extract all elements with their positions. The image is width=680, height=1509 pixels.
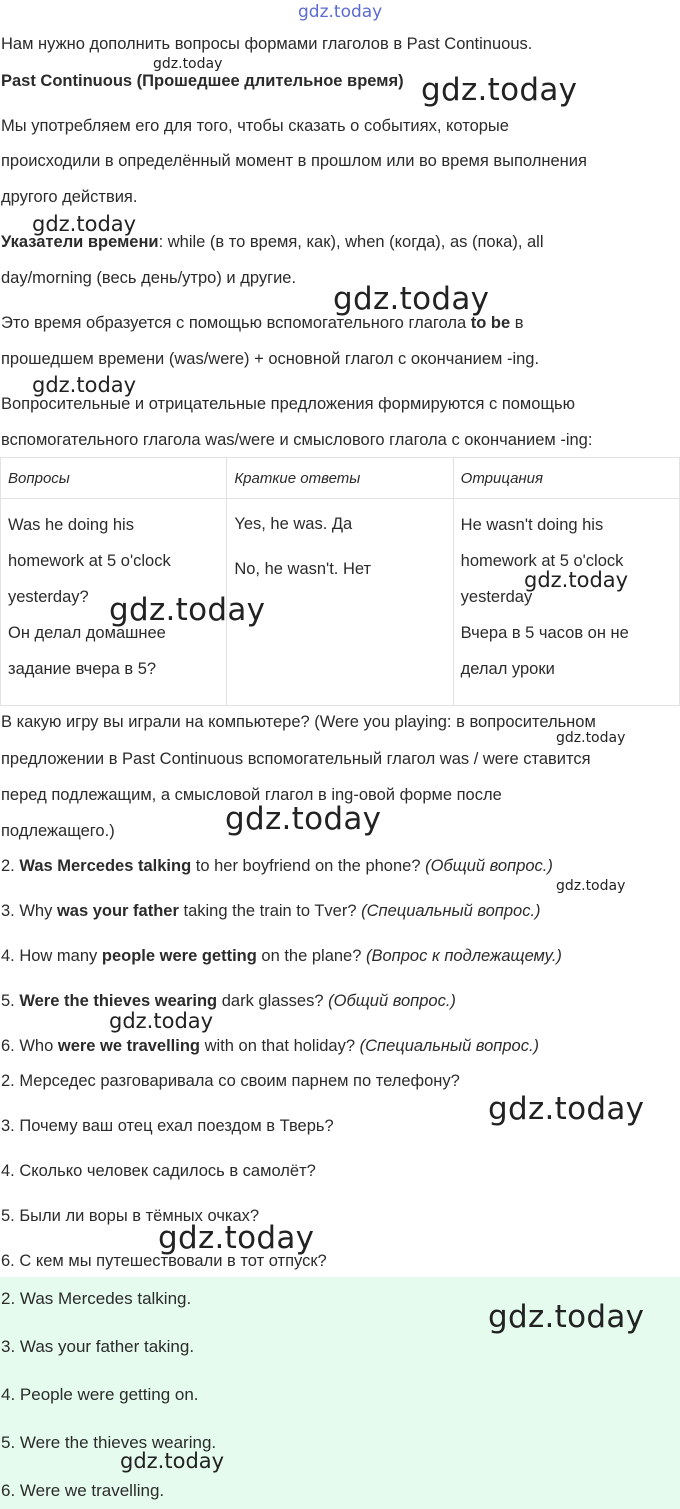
paragraph-line: происходили в определённый момент в прошлом или во время выполнения [1,152,587,170]
watermark: gdz.today [556,878,626,894]
answer-item: 5. Were the thieves wearing. [1,1433,217,1452]
watermark: gdz.today [32,212,137,236]
question-item: 4. How many people were getting on the plane? (Вопрос к подлежащему.) [1,947,562,965]
watermark: gdz.today [32,373,137,397]
watermark: gdz.today [158,1220,315,1256]
question-item: 3. Why was your father taking the train to Tver? (Специальный вопрос.) [1,902,541,920]
intro-line: Нам нужно дополнить вопросы формами глаголов в Past Continuous. [1,35,533,53]
table-cell-questions: Was he doing his homework at 5 o'clock yesterday? Он делал домашнее задание вчера в 5? [1,499,227,706]
table-header: Вопросы [1,458,227,499]
answer-item: 6. Were we travelling. [1,1481,165,1500]
watermark: gdz.today [556,730,626,746]
table-cell-negations: He wasn't doing his homework at 5 o'clock yesterday Вчера в 5 часов он не делал уроки [453,499,679,706]
paragraph-line: В какую игру вы играли на компьютере? (Were you playing: в вопросительном [1,713,596,731]
question-item: 6. Who were we travelling with on that holiday? (Специальный вопрос.) [1,1037,540,1055]
watermark-top: gdz.today [298,2,383,22]
paragraph-line: вспомогательного глагола was/were и смыслового глагола с окончанием -ing: [1,431,593,449]
paragraph-line: другого действия. [1,188,138,206]
watermark: gdz.today [225,801,382,837]
translation-item: 2. Мерседес разговаривала со своим парнем по телефону? [1,1072,460,1090]
answer-item: 4. People were getting on. [1,1385,199,1404]
section-heading: Past Continuous (Прошедшее длительное время) [1,72,404,90]
paragraph-line: Мы употребляем его для того, чтобы сказать о событиях, которые [1,117,509,135]
translation-item: 4. Сколько человек садилось в самолёт? [1,1162,316,1180]
watermark: gdz.today [488,1299,645,1335]
watermark: gdz.today [421,72,578,108]
watermark: gdz.today [153,56,223,72]
watermark: gdz.today [488,1091,645,1127]
paragraph-line: предложении в Past Continuous вспомогательный глагол was / were ставится [1,750,591,768]
translation-item: 6. С кем мы путешествовали в тот отпуск? [1,1252,327,1270]
watermark: gdz.today [109,592,266,628]
paragraph-line: перед подлежащим, а смысловой глагол в ing-овой форме после [1,786,502,804]
paragraph-line: подлежащего.) [1,822,115,840]
answer-item: 2. Was Mercedes talking. [1,1289,192,1308]
translation-item: 5. Были ли воры в тёмных очках? [1,1207,260,1225]
table-header: Краткие ответы [227,458,453,499]
paragraph-line: day/morning (весь день/утро) и другие. [1,269,297,287]
watermark: gdz.today [524,568,629,592]
question-item: 5. Were the thieves wearing dark glasses? (Общий вопрос.) [1,992,456,1010]
table-header: Отрицания [453,458,679,499]
watermark: gdz.today [109,1009,214,1033]
answer-item: 3. Was your father taking. [1,1337,195,1356]
question-item: 2. Was Mercedes talking to her boyfriend on the phone? (Общий вопрос.) [1,857,553,875]
watermark: gdz.today [333,281,490,317]
paragraph-line: прошедшем времени (was/were) + основной глагол с окончанием -ing. [1,350,540,368]
time-markers-line: Указатели времени: while (в то время, как), when (когда), as (пока), all [1,233,544,251]
paragraph-line: Вопросительные и отрицательные предложения формируются с помощью [1,395,575,413]
watermark: gdz.today [120,1449,225,1473]
translation-item: 3. Почему ваш отец ехал поездом в Тверь? [1,1117,334,1135]
table-cell-short-answers: Yes, he was. Да No, he wasn't. Нет [227,499,453,706]
formation-line: Это время образуется с помощью вспомогательного глагола to be в [1,314,524,332]
